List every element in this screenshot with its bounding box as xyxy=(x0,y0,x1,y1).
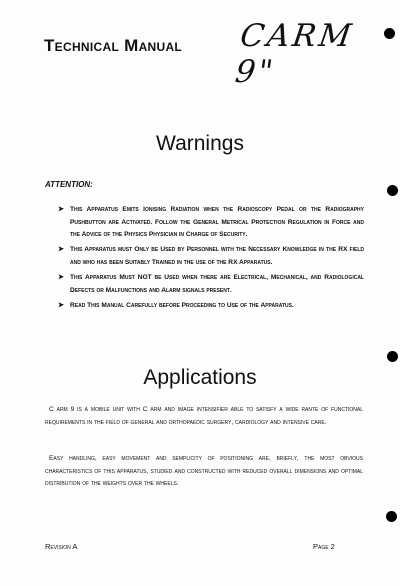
page-number: Page 2 xyxy=(313,542,335,551)
binder-hole-icon xyxy=(384,28,395,39)
attention-label: ATTENTION: xyxy=(45,180,93,189)
arrow-bullet-icon: ➤ xyxy=(58,206,64,213)
warnings-heading: Warnings xyxy=(156,132,244,155)
warning-item xyxy=(58,300,364,313)
arrow-bullet-icon: ➤ xyxy=(58,246,64,254)
warning-text: Read This Manual Carefully before Proceeding to Use of the Apparatus. xyxy=(70,301,294,309)
warning-text: This Apparatus must Only be Used by Personnel with the Necessary Knowledge in the RX field and who has been Suitably Trained in the use of the RX Apparatus. xyxy=(70,246,364,266)
warning-item xyxy=(58,244,364,269)
arrow-bullet-icon: ➤ xyxy=(58,301,64,309)
applications-paragraph: Easy handling, easy movement and semplicity of positioning are, briefly, the most obvious characteristics of this apparatus, studied and constructed with reduced overall dimensions and optimal distribution of the weights over the wheels. xyxy=(45,455,363,488)
warning-text: This Apparatus Must NOT be Used when there are Electrical, Mechanical, and Radiological Defects or Malfunctions and Alarm signals present. xyxy=(70,273,364,294)
binder-hole-icon xyxy=(387,351,398,362)
manual-title: Technical Manual xyxy=(44,36,183,55)
revision-label: Revision A xyxy=(45,542,78,551)
arrow-bullet-icon: ➤ xyxy=(58,273,64,281)
applications-paragraph: C arm 9 is a mobile unit with C arm and image intensifier able to satisfy a wide rante of functional requirements in the field of general and orthopaedic surgery, cardiology and intensive care. xyxy=(45,406,363,426)
warnings-list xyxy=(58,204,364,315)
warning-text: This Apparatus Emits Ionising Radiation when the Radioscopy Pedal or the Radiography Pushbutton are Activated. Follow the General Metrical Protection Regulation in Force and the Advice of the Physics Physician in Charge of Security. xyxy=(70,206,364,239)
binder-hole-icon xyxy=(387,185,398,196)
applications-heading: Applications xyxy=(143,366,257,389)
handwritten-note: CARM 9" xyxy=(232,18,357,90)
warning-item xyxy=(58,204,364,242)
binder-hole-icon xyxy=(386,511,397,522)
warning-item xyxy=(58,272,364,297)
